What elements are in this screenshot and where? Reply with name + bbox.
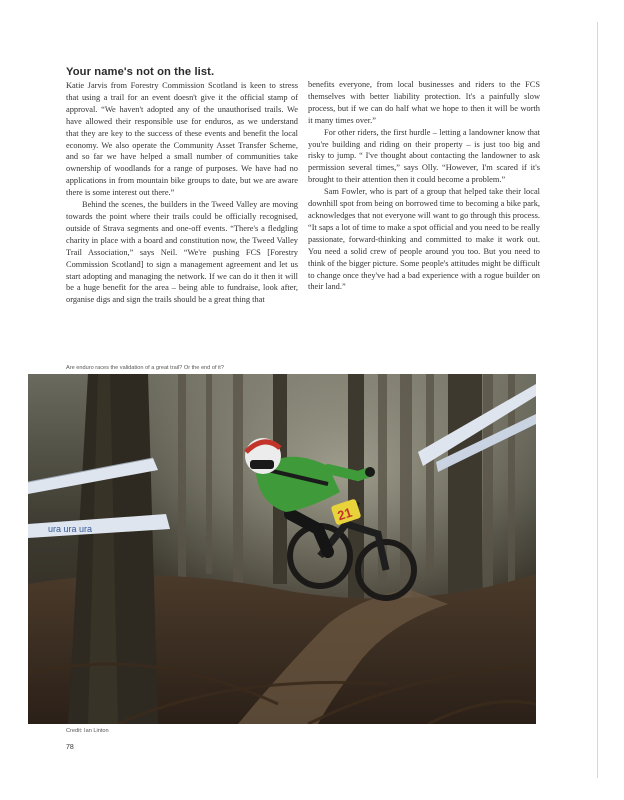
photo-credit: Credit: Ian Linton (66, 728, 109, 734)
paragraph: Sam Fowler, who is part of a group that helped take their local downhill spot from being on borrowed time to becoming a bike park, acknowledges that not everyone will want to go through this process. “It saps a lot of time to make a spot official and you need to be really passionate, forward-thinking and committed to make it work out. You need a solid crew of people around you too. But you need to think of the bigger picture. Some people's attitudes might be difficult to change once they've had a bad experience with a rogue builder on their land.” (308, 187, 540, 292)
tape-text: ura ura ura (48, 524, 93, 534)
text-column-left (66, 80, 298, 306)
page-edge-line (597, 22, 598, 778)
photo-caption: Are enduro races the validation of a great trail? Or the end of it? (66, 365, 224, 371)
text-column-right (308, 79, 540, 293)
race-number: 21 (335, 504, 354, 524)
paragraph: For other riders, the first hurdle – letting a landowner know that you're building and riding on their property – is just too big and risky to jump. “ I've thought about contacting the landowner to ask permission several times,” says Olly. “However, I'm scared if it's brought to their attention then it could become a problem.” (308, 127, 540, 185)
section-heading: Your name's not on the list. (66, 66, 215, 78)
paragraph: Katie Jarvis from Forestry Commission Scotland is keen to stress that using a trail for an event doesn't give it the official stamp of approval. “We haven't adopted any of the unauthorised trails. We have allowed their responsible use for enduros, as we understand that they are key to the success of these events and benefit the local economy. We also operate the Community Asset Transfer Scheme, and so far we have helped a small number of communities take ownership of woodlands for a range of purposes. We have had no applications in from mountain bike groups to date, but we are aware there is some interest out there.” (66, 81, 298, 198)
forest-rider-illustration (28, 374, 536, 724)
paragraph: Behind the scenes, the builders in the Tweed Valley are moving towards the point where their trails could be officially recognised, outside of Strava segments and one-off events. “There's a fledgling charity in place with a board and constitution now, the Tweed Valley Trail Association,” says Neil. “We're pushing FCS [Forestry Commission Scotland] to sign a management agreement and let us start adopting and managing the network. If we can do it then it will be a huge benefit for the area – being able to fundraise, look after, organise digs and sign the trails should be a great thing that (66, 200, 298, 305)
race-photo (28, 374, 536, 724)
paragraph: benefits everyone, from local businesses and riders to the FCS themselves with better liability protection. It's a painfully slow process, but if we can do half what we hope to then it will be worth it many times over.” (308, 80, 540, 125)
page-number: 78 (66, 744, 74, 751)
